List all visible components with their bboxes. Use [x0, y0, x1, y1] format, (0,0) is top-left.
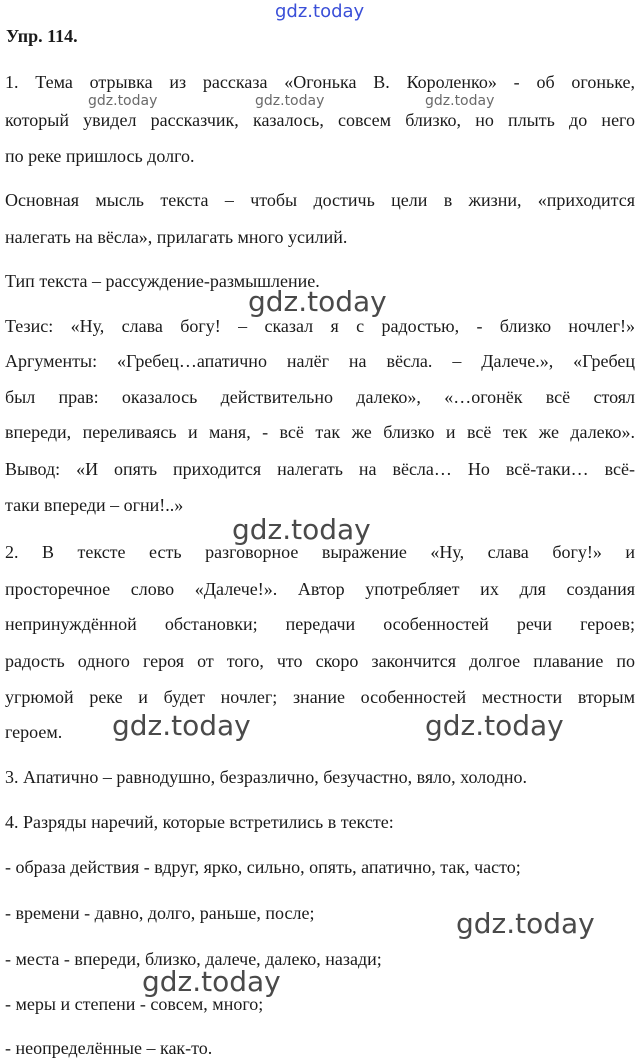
- text-line: героем.: [5, 722, 63, 742]
- text-line: угрюмой реке и будет ночлег; знание особенностей местности вторым: [5, 687, 635, 707]
- watermark: gdz.today: [255, 93, 325, 109]
- text-line: впереди, переливаясь и маня, - всё так же близко и всё тек же далеко».: [5, 422, 635, 442]
- text-line: - времени - давно, долго, раньше, после;: [5, 903, 315, 923]
- text-line: радость одного героя от того, что скоро закончится долгое плавание по: [5, 651, 635, 671]
- text-line: таки впереди – огни!..»: [5, 495, 184, 515]
- text-line: - меры и степени - совсем, много;: [5, 994, 264, 1014]
- text-line: Аргументы: «Гребец…апатично налёг на вёсла. – Далече.», «Гребец: [5, 351, 635, 371]
- watermark: gdz.today: [425, 709, 564, 742]
- text-line: 1. Тема отрывка из рассказа «Огонька В. Короленко» - об огоньке,: [5, 72, 635, 92]
- watermark: gdz.today: [425, 93, 495, 109]
- text-line: 3. Апатично – равнодушно, безразлично, безучастно, вяло, холодно.: [5, 767, 527, 787]
- text-line: Вывод: «И опять приходится налегать на вёсла… Но всё-таки… всё-: [5, 459, 635, 479]
- text-line: просторечное слово «Далече!». Автор употребляет их для создания: [5, 579, 635, 599]
- watermark: gdz.today: [232, 513, 371, 546]
- text-line: - неопределённые – как-то.: [5, 1038, 213, 1058]
- text-line: Тип текста – рассуждение-размышление.: [5, 271, 320, 291]
- text-line: - образа действия - вдруг, ярко, сильно, опять, апатично, так, часто;: [5, 857, 521, 877]
- watermark: gdz.today: [248, 285, 387, 318]
- text-line: Тезис: «Ну, слава богу! – сказал я с радостью, - близко ночлег!»: [5, 316, 635, 336]
- text-line: по реке пришлось долго.: [5, 146, 195, 166]
- watermark: gdz.today: [88, 93, 158, 109]
- watermark: gdz.today: [112, 709, 251, 742]
- watermark-top: gdz.today: [275, 1, 365, 22]
- text-line: был прав: оказалось действительно далеко», «…огонёк всё стоял: [5, 387, 635, 407]
- exercise-title: Упр. 114.: [6, 26, 78, 46]
- text-line: 4. Разряды наречий, которые встретились в тексте:: [5, 812, 394, 832]
- text-line: 2. В тексте есть разговорное выражение «Ну, слава богу!» и: [5, 542, 635, 562]
- text-line: который увидел рассказчик, казалось, совсем близко, но плыть до него: [5, 110, 635, 130]
- text-line: Основная мысль текста – чтобы достичь цели в жизни, «приходится: [5, 190, 635, 210]
- text-line: налегать на вёсла», прилагать много усилий.: [5, 227, 348, 247]
- watermark: gdz.today: [456, 907, 595, 940]
- text-line: непринуждённой обстановки; передачи особенностей речи героев;: [5, 614, 635, 634]
- text-line: - места - впереди, близко, далече, далеко, назади;: [5, 949, 382, 969]
- watermark: gdz.today: [142, 965, 281, 998]
